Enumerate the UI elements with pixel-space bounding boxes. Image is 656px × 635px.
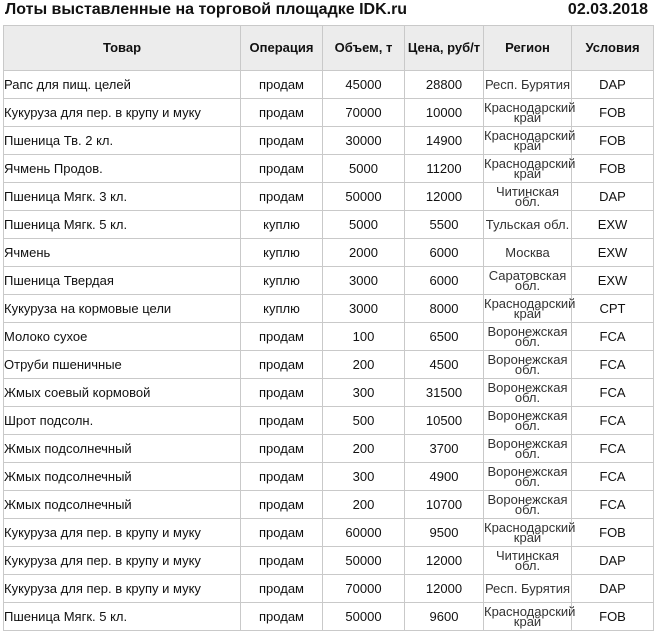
table-row: [4, 547, 654, 575]
cell-good: Рапс для пищ. целей: [4, 71, 241, 99]
cell-price: 12000: [405, 547, 484, 575]
cell-good: Кукуруза для пер. в крупу и муку: [4, 519, 241, 547]
page-title: Лоты выставленные на торговой площадке IDK.ru: [5, 1, 408, 18]
cell-price: 4900: [405, 463, 484, 491]
cell-conditions: FOB: [572, 99, 654, 127]
column-header-conditions: Условия: [572, 26, 654, 71]
cell-conditions: FOB: [572, 603, 654, 631]
lots-table: [3, 25, 654, 631]
cell-operation: продам: [241, 127, 323, 155]
cell-volume: 60000: [323, 519, 405, 547]
cell-operation: продам: [241, 183, 323, 211]
cell-operation: продам: [241, 407, 323, 435]
cell-conditions: FCA: [572, 463, 654, 491]
cell-region: Читинская обл.: [484, 547, 572, 575]
table-row: [4, 603, 654, 631]
cell-volume: 3000: [323, 267, 405, 295]
cell-conditions: EXW: [572, 211, 654, 239]
table-row: [4, 267, 654, 295]
column-header-region: Регион: [484, 26, 572, 71]
cell-price: 14900: [405, 127, 484, 155]
cell-volume: 300: [323, 379, 405, 407]
cell-price: 6500: [405, 323, 484, 351]
cell-volume: 200: [323, 435, 405, 463]
cell-operation: продам: [241, 547, 323, 575]
cell-conditions: FCA: [572, 491, 654, 519]
cell-conditions: CPT: [572, 295, 654, 323]
cell-good: Пшеница Мягк. 3 кл.: [4, 183, 241, 211]
cell-conditions: FCA: [572, 351, 654, 379]
table-body: [4, 71, 654, 631]
page-header: [0, 0, 656, 24]
cell-good: Жмых подсолнечный: [4, 463, 241, 491]
table-header: [4, 26, 654, 71]
cell-price: 9600: [405, 603, 484, 631]
report-date: 02.03.2018: [567, 1, 648, 18]
cell-conditions: FOB: [572, 127, 654, 155]
cell-conditions: EXW: [572, 239, 654, 267]
cell-price: 10500: [405, 407, 484, 435]
cell-volume: 500: [323, 407, 405, 435]
cell-operation: продам: [241, 155, 323, 183]
cell-volume: 50000: [323, 603, 405, 631]
cell-region: Воронежская обл.: [484, 407, 572, 435]
cell-price: 8000: [405, 295, 484, 323]
cell-good: Молоко сухое: [4, 323, 241, 351]
cell-good: Жмых подсолнечный: [4, 435, 241, 463]
cell-good: Кукуруза для пер. в крупу и муку: [4, 99, 241, 127]
cell-price: 31500: [405, 379, 484, 407]
cell-price: 28800: [405, 71, 484, 99]
cell-conditions: FOB: [572, 155, 654, 183]
cell-good: Кукуруза для пер. в крупу и муку: [4, 547, 241, 575]
cell-conditions: FCA: [572, 323, 654, 351]
cell-region: Воронежская обл.: [484, 491, 572, 519]
table-row: [4, 379, 654, 407]
cell-conditions: DAP: [572, 71, 654, 99]
cell-operation: продам: [241, 519, 323, 547]
table-row: [4, 463, 654, 491]
column-header-price: Цена, руб/т: [405, 26, 484, 71]
cell-region: Краснодарский край: [484, 519, 576, 545]
cell-region: Респ. Бурятия: [484, 71, 572, 99]
cell-region: Воронежская обл.: [484, 351, 572, 379]
cell-operation: продам: [241, 491, 323, 519]
cell-operation: продам: [241, 323, 323, 351]
cell-price: 9500: [405, 519, 484, 547]
table-row: [4, 435, 654, 463]
cell-region: Краснодарский край: [484, 155, 576, 181]
cell-region: Воронежская обл.: [484, 463, 572, 491]
cell-operation: куплю: [241, 239, 323, 267]
table-row: [4, 407, 654, 435]
cell-operation: куплю: [241, 211, 323, 239]
cell-price: 3700: [405, 435, 484, 463]
cell-good: Кукуруза на кормовые цели: [4, 295, 241, 323]
table-row: [4, 351, 654, 379]
cell-region: Краснодарский край: [484, 295, 576, 321]
table-row: [4, 183, 654, 211]
cell-good: Кукуруза для пер. в крупу и муку: [4, 575, 241, 603]
table-row: [4, 295, 654, 323]
cell-operation: продам: [241, 435, 323, 463]
table-row: [4, 211, 654, 239]
table-row: [4, 575, 654, 603]
cell-operation: продам: [241, 463, 323, 491]
cell-good: Ячмень Продов.: [4, 155, 241, 183]
cell-volume: 45000: [323, 71, 405, 99]
cell-price: 12000: [405, 183, 484, 211]
cell-good: Жмых подсолнечный: [4, 491, 241, 519]
cell-operation: куплю: [241, 267, 323, 295]
table-row: [4, 239, 654, 267]
cell-region: Респ. Бурятия: [484, 575, 572, 603]
cell-conditions: DAP: [572, 575, 654, 603]
cell-region: Краснодарский край: [484, 127, 576, 153]
cell-price: 5500: [405, 211, 484, 239]
cell-price: 6000: [405, 239, 484, 267]
cell-region: Тульская обл.: [484, 211, 572, 239]
cell-good: Пшеница Твердая: [4, 267, 241, 295]
cell-region: Саратовская обл.: [484, 267, 572, 295]
cell-region: Москва: [484, 239, 572, 267]
cell-volume: 3000: [323, 295, 405, 323]
cell-region: Воронежская обл.: [484, 379, 572, 407]
cell-good: Пшеница Мягк. 5 кл.: [4, 603, 241, 631]
cell-good: Ячмень: [4, 239, 241, 267]
cell-conditions: EXW: [572, 267, 654, 295]
cell-volume: 50000: [323, 547, 405, 575]
cell-good: Отруби пшеничные: [4, 351, 241, 379]
cell-price: 10700: [405, 491, 484, 519]
cell-volume: 300: [323, 463, 405, 491]
column-header-good: Товар: [4, 26, 241, 71]
cell-conditions: DAP: [572, 183, 654, 211]
cell-price: 10000: [405, 99, 484, 127]
cell-volume: 30000: [323, 127, 405, 155]
cell-good: Жмых соевый кормовой: [4, 379, 241, 407]
cell-volume: 200: [323, 351, 405, 379]
table-row: [4, 519, 654, 547]
cell-volume: 70000: [323, 575, 405, 603]
cell-good: Шрот подсолн.: [4, 407, 241, 435]
cell-region: Читинская обл.: [484, 183, 572, 211]
cell-conditions: FCA: [572, 407, 654, 435]
cell-price: 12000: [405, 575, 484, 603]
cell-good: Пшеница Тв. 2 кл.: [4, 127, 241, 155]
cell-volume: 100: [323, 323, 405, 351]
cell-conditions: FOB: [572, 519, 654, 547]
cell-conditions: FCA: [572, 379, 654, 407]
cell-price: 6000: [405, 267, 484, 295]
table-row: [4, 323, 654, 351]
cell-operation: куплю: [241, 295, 323, 323]
table-row: [4, 491, 654, 519]
table-row: [4, 71, 654, 99]
cell-operation: продам: [241, 379, 323, 407]
cell-good: Пшеница Мягк. 5 кл.: [4, 211, 241, 239]
header-row: [4, 26, 654, 71]
cell-volume: 200: [323, 491, 405, 519]
cell-operation: продам: [241, 99, 323, 127]
cell-volume: 5000: [323, 211, 405, 239]
cell-operation: продам: [241, 351, 323, 379]
cell-conditions: DAP: [572, 547, 654, 575]
cell-operation: продам: [241, 575, 323, 603]
cell-region: Воронежская обл.: [484, 323, 572, 351]
cell-volume: 50000: [323, 183, 405, 211]
cell-region: Воронежская обл.: [484, 435, 572, 463]
cell-conditions: FCA: [572, 435, 654, 463]
column-header-volume: Объем, т: [323, 26, 405, 71]
table-row: [4, 127, 654, 155]
cell-region: Краснодарский край: [484, 99, 576, 125]
table-row: [4, 99, 654, 127]
column-header-operation: Операция: [241, 26, 323, 71]
cell-price: 11200: [405, 155, 484, 183]
cell-volume: 2000: [323, 239, 405, 267]
cell-volume: 70000: [323, 99, 405, 127]
table-row: [4, 155, 654, 183]
cell-operation: продам: [241, 603, 323, 631]
cell-price: 4500: [405, 351, 484, 379]
cell-volume: 5000: [323, 155, 405, 183]
cell-operation: продам: [241, 71, 323, 99]
cell-region: Краснодарский край: [484, 603, 576, 629]
